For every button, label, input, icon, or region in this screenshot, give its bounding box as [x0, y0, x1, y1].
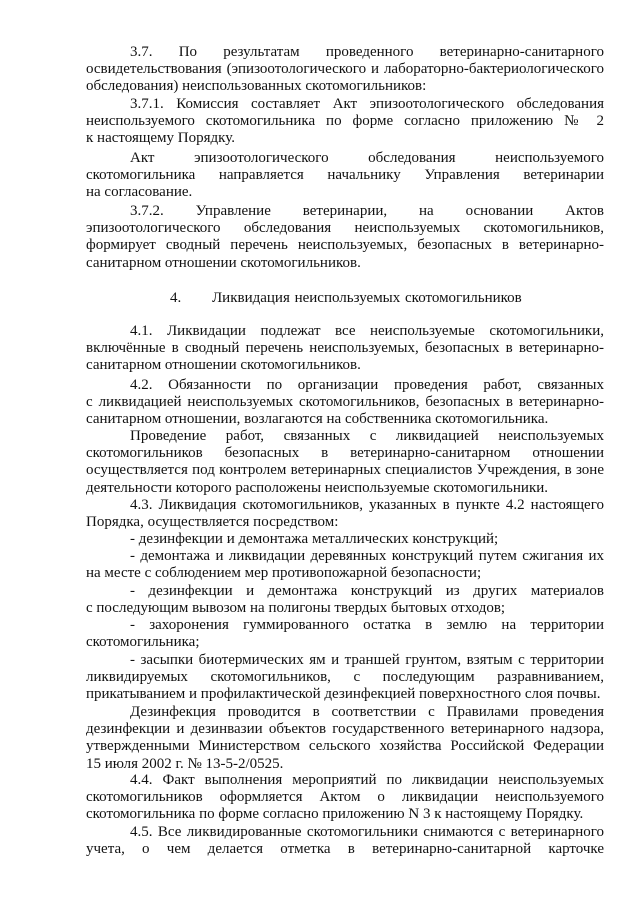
paragraph-3-7-2 — [86, 203, 604, 272]
text-line: с последующим вывозом на полигоны твердых бытовых отходов; — [86, 600, 506, 617]
text-line: 4.5. Все ликвидированные скотомогильники снимаются с ветеринарного — [130, 824, 604, 840]
text-line: утвержденными Министерством сельского хозяйства Российской Федерации — [86, 738, 604, 755]
text-line: 4.4. Факт выполнения мероприятий по ликвидации неиспользуемых — [130, 772, 604, 788]
text-line: осуществляется под контролем ветеринарных специалистов Учреждения, в зоне — [86, 462, 604, 479]
text-line: Дезинфекция проводится в соответствии с Правилами проведения — [130, 704, 604, 720]
text-line: учета, о чем делается отметка в ветеринарно-санитарной карточке — [86, 841, 604, 858]
text-line: - демонтажа и ликвидации деревянных конструкций путем сжигания их — [130, 548, 604, 564]
list-item — [86, 548, 604, 582]
text-line: на месте с соблюдением мер противопожарной безопасности; — [86, 565, 482, 582]
text-line: скотомогильника направляется начальнику Управления ветеринарии — [86, 167, 604, 184]
paragraph-dezinfekciya — [86, 704, 604, 773]
text-line: неиспользуемого скотомогильника по форме согласно приложению № 2 — [86, 113, 604, 130]
list-item — [86, 617, 604, 651]
list-item — [86, 583, 604, 617]
text-line: эпизоотологического обследования неиспользуемых скотомогильников, — [86, 220, 604, 237]
text-line: санитарном отношении скотомогильников. — [86, 357, 361, 374]
text-line: Проведение работ, связанных с ликвидацией неиспользуемых — [130, 428, 604, 444]
paragraph-4-4 — [86, 772, 604, 824]
text-line: включённые в сводный перечень неиспользуемых, безопасных в ветеринарно- — [86, 340, 604, 357]
text-line: 3.7. По результатам проведенного ветеринарно-санитарного — [130, 44, 604, 60]
section-4-heading — [170, 290, 522, 307]
text-line: деятельности которого расположены неиспользуемые скотомогильники. — [86, 479, 549, 496]
paragraph-akt-soglasovanie — [86, 150, 604, 202]
text-line: дезинфекции и дезинвазии объектов государственного ветеринарного надзора, — [86, 721, 604, 738]
paragraph-4-5 — [86, 824, 604, 858]
text-line: ликвидируемых скотомогильников, с последующим разравниванием, — [86, 669, 604, 686]
section-title: Ликвидация неиспользуемых скотомогильников — [212, 290, 522, 306]
text-line: 3.7.2. Управление ветеринарии, на основании Актов — [130, 203, 604, 219]
text-line: формирует сводный перечень неиспользуемых, безопасных в ветеринарно- — [86, 237, 604, 254]
text-line: скотомогильника по форме согласно приложению N 3 к настоящему Порядку. — [86, 806, 584, 823]
paragraph-4-2 — [86, 377, 604, 429]
text-line: - дезинфекции и демонтажа металлических конструкций; — [130, 531, 499, 547]
text-line: обследования) неиспользованных скотомогильников: — [86, 78, 427, 95]
text-line: - захоронения гуммированного остатка в землю на территории — [130, 617, 604, 633]
text-line: 4.1. Ликвидации подлежат все неиспользуемые скотомогильники, — [130, 323, 604, 339]
section-number: 4. — [170, 290, 182, 306]
paragraph-3-7 — [86, 44, 604, 96]
text-line: скотомогильников оформляется Актом о ликвидации неиспользуемого — [86, 789, 604, 806]
text-line: скотомогильника; — [86, 634, 200, 651]
text-line: к настоящему Порядку. — [86, 130, 235, 147]
text-line: - дезинфекции и демонтажа конструкций из других материалов — [130, 583, 604, 599]
text-line: освидетельствования (эпизоотологического и лабораторно-бактериологического — [86, 61, 604, 78]
text-line: 3.7.1. Комиссия составляет Акт эпизоотологического обследования — [130, 96, 604, 112]
list-item — [86, 531, 604, 548]
text-line: санитарном отношении, возлагаются на собственника скотомогильника. — [86, 411, 549, 428]
text-line: 4.2. Обязанности по организации проведения работ, связанных — [130, 377, 604, 393]
text-line: прикатыванием и профилактической дезинфекцией поверхностного слоя почвы. — [86, 686, 601, 703]
text-line: 15 июля 2002 г. № 13-5-2/0525. — [86, 755, 284, 772]
paragraph-4-1 — [86, 323, 604, 375]
paragraph-4-3 — [86, 497, 604, 531]
text-line: Порядка, осуществляется посредством: — [86, 514, 339, 531]
text-line: на согласование. — [86, 184, 193, 201]
paragraph-provedenie-rabot — [86, 428, 604, 497]
list-item — [86, 652, 604, 704]
text-line: - засыпки биотермических ям и траншей грунтом, взятым с территории — [130, 652, 604, 668]
text-line: 4.3. Ликвидация скотомогильников, указанных в пункте 4.2 настоящего — [130, 497, 604, 513]
text-line: скотомогильников безопасных в ветеринарно-санитарном отношении — [86, 445, 604, 462]
text-line: санитарном отношении скотомогильников. — [86, 254, 361, 271]
text-line: Акт эпизоотологического обследования неиспользуемого — [130, 150, 604, 166]
paragraph-3-7-1 — [86, 96, 604, 148]
text-line: с ликвидацией неиспользуемых скотомогильников, безопасных в ветеринарно- — [86, 394, 604, 411]
